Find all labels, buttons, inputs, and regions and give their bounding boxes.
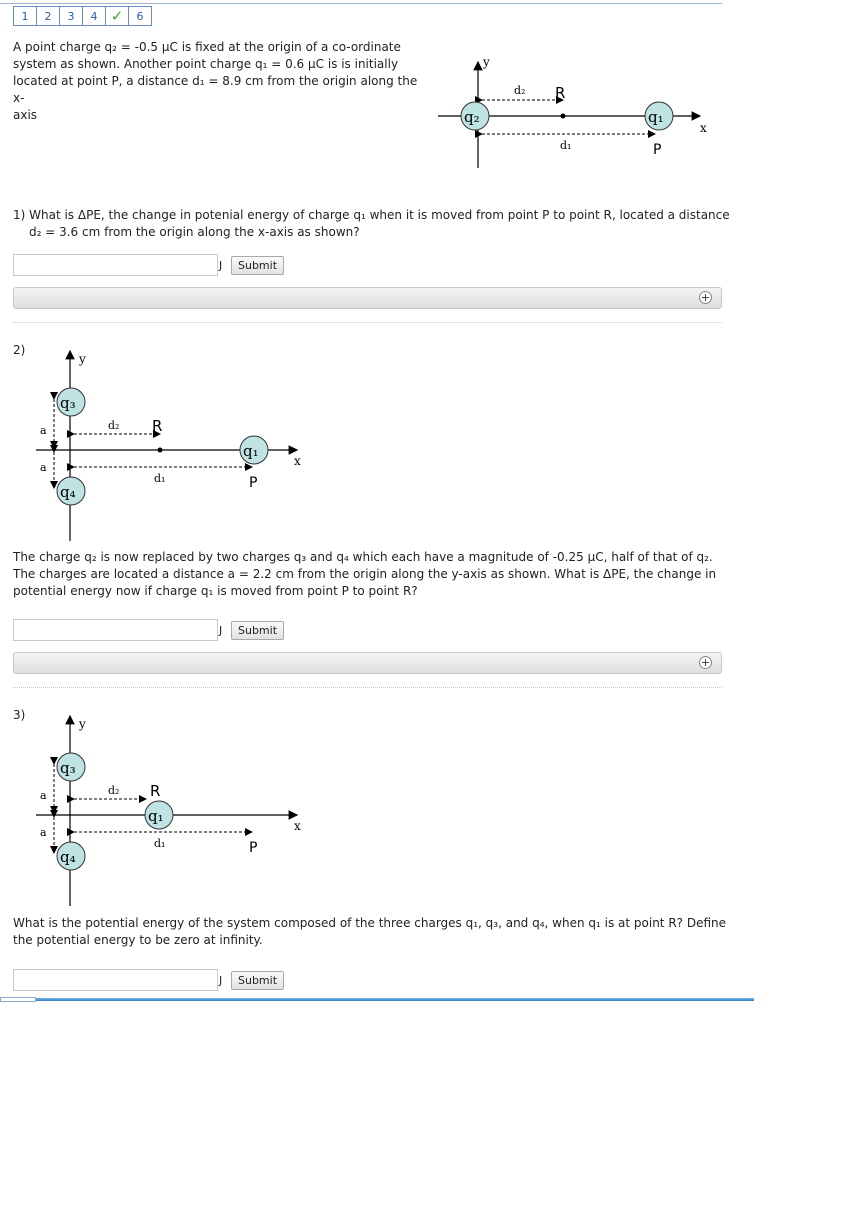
unit-label: J [219,624,223,637]
question-line: the potential energy to be zero at infinity. [13,933,263,947]
x-axis-label: x [700,121,707,135]
submit-3-button[interactable]: Submit [231,971,284,990]
y-axis-label: y [79,717,86,731]
question-line: 1) What is ΔPE, the change in potenial energy of charge q₁ when it is moved from point P to point R, located a distance [13,208,730,222]
top-rule [0,3,722,4]
diagram-2 [30,345,320,545]
x-axis-label: x [294,454,301,468]
point-r-label: R [555,84,566,102]
plus-circle-icon[interactable]: + [700,291,711,304]
point-p-label: P [249,840,258,856]
a-label: a [40,826,47,839]
a-label: a [40,789,47,802]
q3-label: q₃ [60,394,76,412]
intro-line: located at point P, a distance d₁ = 8.9 cm from the origin along the x- [13,74,418,105]
answer-1-input[interactable] [13,254,218,276]
tab-2[interactable]: 2 [36,6,60,26]
hint-bar-1[interactable] [13,287,722,309]
question-line: The charges are located a distance a = 2.2 cm from the origin along the y-axis as shown. What is ΔPE, the change in [13,567,717,581]
question-3-text [13,915,726,949]
q2-label: q₂ [464,108,480,126]
tab-5-checkmark-icon[interactable]: ✓ [105,6,129,26]
intro-line: axis [13,108,38,122]
answer-3-input[interactable] [13,969,218,991]
plus-circle-icon[interactable]: + [700,656,711,669]
question-line: The charge q₂ is now replaced by two charges q₃ and q₄ which each have a magnitude of -0.25 μC, half of that of q₂. [13,550,713,564]
question-tab-bar [13,6,151,26]
submit-1-button[interactable]: Submit [231,256,284,275]
d2-label: d₂ [108,784,120,797]
d1-label: d₁ [560,139,572,152]
tab-3[interactable]: 3 [59,6,83,26]
d1-label: d₁ [154,837,166,850]
submit-2-button[interactable]: Submit [231,621,284,640]
point-p-label: P [653,142,662,158]
diagram-1 [430,50,730,175]
y-axis-label: y [483,55,490,69]
bottom-tab[interactable] [0,997,36,1002]
unit-label: J [219,259,223,272]
question-2-number: 2) [13,343,26,357]
question-2-text [13,549,716,600]
question-3-number: 3) [13,708,26,722]
d2-label: d₂ [108,419,120,432]
q3-label: q₃ [60,759,76,777]
a-label: a [40,461,47,474]
q1-label: q₁ [648,108,664,126]
problem-intro [13,39,428,124]
point-r-label: R [150,782,161,800]
separator [13,322,722,323]
unit-label: J [219,974,223,987]
q1-label: q₁ [243,442,259,460]
answer-2-input[interactable] [13,619,218,641]
point-r-label: R [152,417,163,435]
q1-label: q₁ [148,807,164,825]
d1-label: d₁ [154,472,166,485]
x-axis-label: x [294,819,301,833]
q4-label: q₄ [60,848,76,866]
d2-label: d₂ [514,84,526,97]
intro-line: A point charge q₂ = -0.5 μC is fixed at the origin of a co-ordinate [13,40,401,54]
intro-line: system as shown. Another point charge q₁ = 0.6 μC is is initially [13,57,399,71]
a-label: a [40,424,47,437]
tab-6[interactable]: 6 [128,6,152,26]
question-line: potential energy now if charge q₁ is moved from point P to point R? [13,584,418,598]
question-line: d₂ = 3.6 cm from the origin along the x-axis as shown? [29,225,360,239]
bottom-progress-bar [0,998,754,1001]
diagram-3 [30,710,320,910]
question-line: What is the potential energy of the system composed of the three charges q₁, q₃, and q₄, when q₁ is at point R? Define [13,916,727,930]
y-axis-label: y [79,352,86,366]
separator [13,687,722,688]
q4-label: q₄ [60,483,76,501]
tab-4[interactable]: 4 [82,6,106,26]
hint-bar-2[interactable] [13,652,722,674]
question-1-text [13,207,730,241]
tab-1[interactable]: 1 [13,6,37,26]
point-p-label: P [249,475,258,491]
